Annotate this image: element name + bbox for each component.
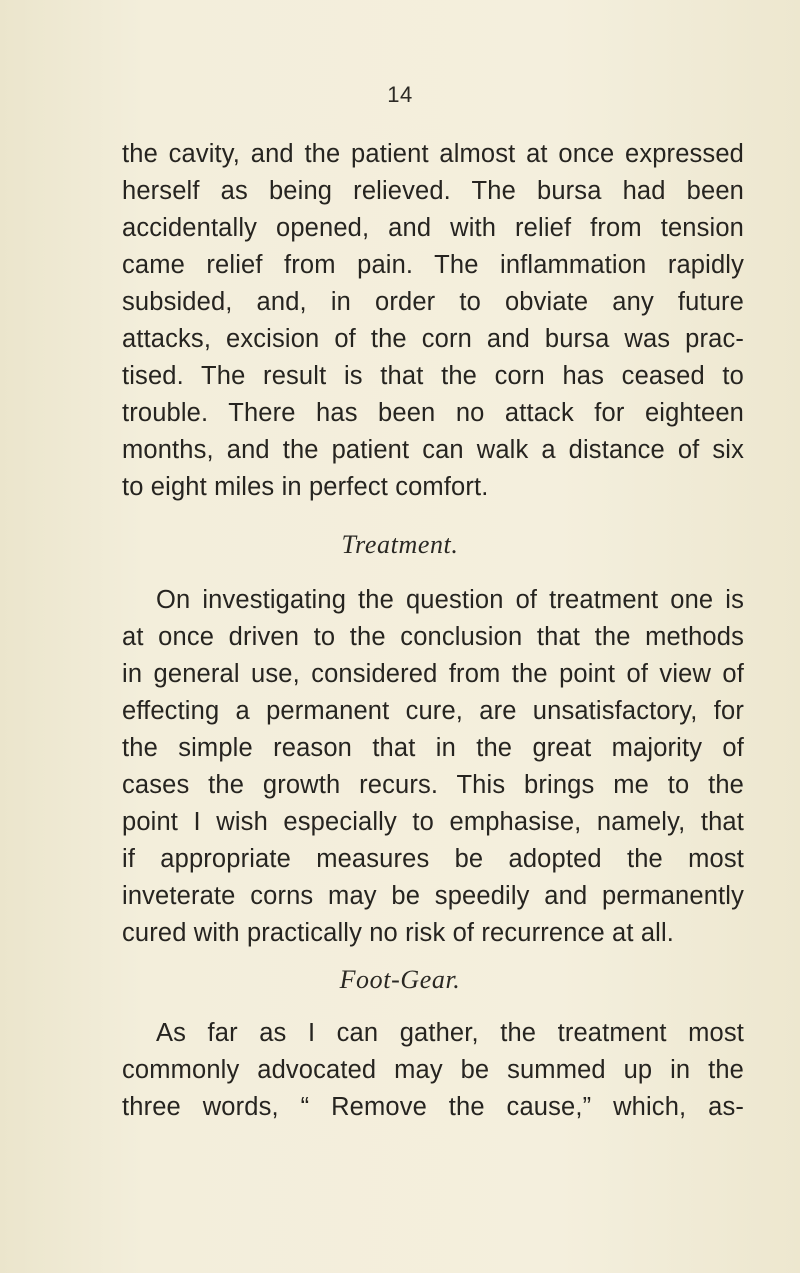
text-line: effecting a permanent cure, are unsatisfactory, for [122, 697, 744, 725]
text-line: herself as being relieved. The bursa had been [122, 177, 744, 205]
text-line: tised. The result is that the corn has ceased to [122, 362, 744, 390]
text-line: months, and the patient can walk a distance of six [122, 436, 744, 464]
text-line: accidentally opened, and with relief from tension [122, 214, 744, 242]
section-heading-treatment: Treatment. [341, 530, 459, 559]
section-heading-foot-gear: Foot-Gear. [339, 965, 461, 994]
text-line: in general use, considered from the point of view of [122, 660, 744, 688]
text-line: point I wish especially to emphasise, namely, that [122, 808, 744, 836]
text-line: commonly advocated may be summed up in the [122, 1056, 744, 1084]
text-line: if appropriate measures be adopted the most [122, 845, 744, 873]
paragraph-foot-gear [122, 1015, 744, 1126]
paragraph-corn-case [122, 136, 744, 506]
text-line: subsided, and, in order to obviate any future [122, 288, 744, 316]
text-line: cases the growth recurs. This brings me to the [122, 771, 744, 799]
text-line: attacks, excision of the corn and bursa was prac- [122, 325, 744, 353]
text-line: three words, “ Remove the cause,” which, as- [122, 1093, 744, 1121]
text-line: the simple reason that in the great majority of [122, 734, 744, 762]
text-line: to eight miles in perfect comfort. [122, 473, 489, 501]
paragraph-treatment [122, 582, 744, 952]
text-line: at once driven to the conclusion that the methods [122, 623, 744, 651]
text-line: came relief from pain. The inflammation rapidly [122, 251, 744, 279]
text-line: trouble. There has been no attack for eighteen [122, 399, 744, 427]
text-line: inveterate corns may be speedily and permanently [122, 882, 744, 910]
text-line: On investigating the question of treatment one is [156, 586, 744, 614]
page-number: 14 [387, 82, 413, 107]
text-line: cured with practically no risk of recurrence at all. [122, 919, 675, 947]
text-line: the cavity, and the patient almost at once expressed [122, 140, 744, 168]
text-line: As far as I can gather, the treatment most [156, 1019, 744, 1047]
